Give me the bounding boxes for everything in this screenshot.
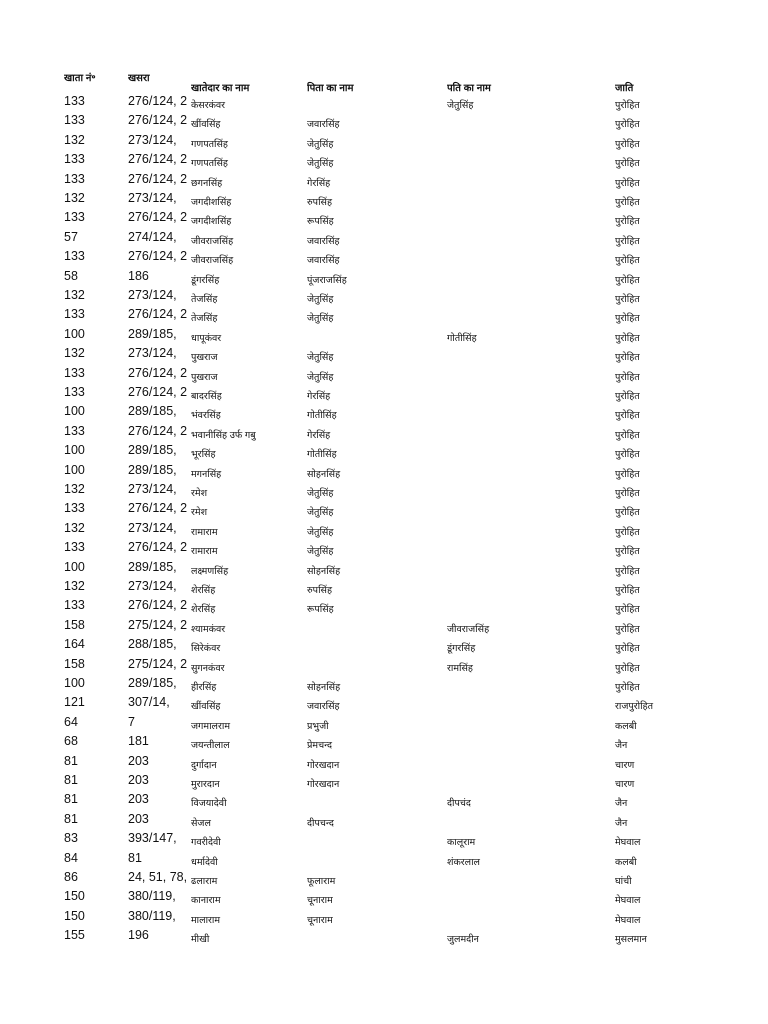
cell-khasra[interactable]: 276/124, 2: [128, 365, 188, 380]
cell-father-name[interactable]: प्रेमचन्द: [307, 740, 333, 752]
table-row: [0, 790, 768, 810]
cell-father-name[interactable]: रुपसिंह: [307, 585, 333, 596]
cell-caste[interactable]: पुरोहित: [615, 488, 640, 499]
cell-khata-no[interactable]: 100: [64, 404, 85, 419]
cell-husband-name[interactable]: जेतुसिंह: [447, 100, 474, 111]
cell-khata-no[interactable]: 133: [64, 501, 85, 516]
cell-caste[interactable]: पुरोहित: [615, 274, 640, 286]
cell-khatedar-name[interactable]: जगदीशसिंह: [191, 216, 232, 228]
cell-father-name[interactable]: चूनाराम: [307, 895, 333, 907]
cell-husband-name[interactable]: जुलमदीन: [447, 934, 479, 946]
cell-khatedar-name[interactable]: पुखराज: [191, 352, 218, 364]
cell-caste[interactable]: पुरोहित: [615, 643, 640, 655]
cell-khasra[interactable]: 181: [128, 734, 149, 749]
table-row: [0, 228, 768, 248]
cell-caste[interactable]: पुरोहित: [615, 449, 640, 461]
cell-khasra[interactable]: 7: [128, 714, 135, 729]
table-row: [0, 441, 768, 461]
cell-father-name[interactable]: गेरसिंह: [307, 391, 331, 402]
cell-father-name[interactable]: जवारसिंह: [307, 235, 340, 247]
cell-caste[interactable]: राजपुरोहित: [615, 701, 654, 713]
cell-father-name[interactable]: पूंजराजसिंह: [307, 274, 347, 286]
cell-khatedar-name[interactable]: जीवराजसिंह: [191, 235, 234, 247]
cell-khatedar-name[interactable]: शेरसिंह: [191, 585, 216, 596]
table-row: [0, 713, 768, 733]
cell-khata-no[interactable]: 133: [64, 423, 85, 438]
cell-khatedar-name[interactable]: धर्मादेवी: [191, 856, 218, 868]
cell-father-name[interactable]: रुपसिंह: [307, 197, 333, 208]
cell-khasra[interactable]: 276/124, 2: [128, 501, 188, 516]
table-row: [0, 480, 768, 500]
cell-khatedar-name[interactable]: केसरकंवर: [191, 100, 226, 111]
cell-khata-no[interactable]: 64: [64, 714, 78, 729]
cell-khasra[interactable]: 289/185,: [128, 559, 177, 574]
cell-father-name[interactable]: जेतुसिंह: [307, 294, 334, 305]
cell-khata-no[interactable]: 133: [64, 307, 85, 322]
cell-khasra[interactable]: 289/185,: [128, 404, 177, 419]
cell-khasra[interactable]: 276/124, 2: [128, 152, 188, 167]
header-husband-name[interactable]: पति का नाम: [447, 83, 491, 94]
table-row: [0, 868, 768, 888]
cell-khasra[interactable]: 289/185,: [128, 676, 177, 690]
cell-khatedar-name[interactable]: मीखी: [191, 934, 210, 946]
cell-khata-no[interactable]: 132: [64, 132, 85, 147]
cell-khasra[interactable]: 196: [128, 928, 149, 943]
cell-khasra[interactable]: 289/185,: [128, 462, 177, 477]
table-row: [0, 286, 768, 306]
table-row: [0, 849, 768, 869]
cell-caste[interactable]: पुरोहित: [615, 177, 640, 189]
cell-khasra[interactable]: 273/124,: [128, 191, 177, 205]
cell-khatedar-name[interactable]: छगनसिंह: [191, 177, 223, 189]
cell-husband-name[interactable]: कालूराम: [447, 837, 476, 849]
cell-caste[interactable]: पुरोहित: [615, 313, 640, 325]
cell-khata-no[interactable]: 100: [64, 443, 85, 458]
cell-khasra[interactable]: 275/124, 2: [128, 656, 188, 671]
cell-caste[interactable]: घांची: [615, 876, 632, 887]
table-row: [0, 926, 768, 946]
table-row: [0, 131, 768, 151]
cell-khata-no[interactable]: 133: [64, 113, 85, 128]
cell-caste[interactable]: पुरोहित: [615, 604, 640, 616]
cell-khata-no[interactable]: 164: [64, 637, 85, 652]
cell-caste[interactable]: पुरोहित: [615, 526, 640, 538]
cell-caste[interactable]: पुरोहित: [615, 410, 640, 422]
cell-khasra[interactable]: 276/124, 2: [128, 249, 188, 264]
cell-khatedar-name[interactable]: विजयादेवी: [191, 798, 227, 810]
table-row: [0, 208, 768, 228]
header-khata-no[interactable]: खाता नं॰: [64, 73, 96, 84]
cell-khata-no[interactable]: 81: [64, 811, 78, 826]
cell-khasra[interactable]: 274/124,: [128, 229, 177, 244]
cell-father-name[interactable]: जेतुसिंह: [307, 507, 334, 519]
table-row: [0, 499, 768, 519]
cell-khasra[interactable]: 273/124,: [128, 132, 177, 147]
cell-khata-no[interactable]: 133: [64, 152, 85, 167]
table-row: [0, 616, 768, 636]
cell-khasra[interactable]: 81: [128, 850, 142, 865]
cell-father-name[interactable]: गोरखदान: [307, 779, 340, 790]
cell-khasra[interactable]: 276/124, 2: [128, 94, 188, 108]
cell-khasra[interactable]: 24, 51, 78,: [128, 870, 188, 884]
table-row: [0, 461, 768, 481]
cell-caste[interactable]: पुरोहित: [615, 216, 640, 228]
cell-khatedar-name[interactable]: भवानीसिंह उर्फ गबु: [191, 429, 256, 441]
cell-khatedar-name[interactable]: रमेश: [191, 507, 208, 519]
cell-khata-no[interactable]: 132: [64, 520, 85, 535]
table-row: [0, 752, 768, 772]
cell-khasra[interactable]: 276/124, 2: [128, 171, 188, 186]
cell-khatedar-name[interactable]: गणपतसिंह: [191, 138, 228, 150]
cell-khatedar-name[interactable]: तेजसिंह: [191, 294, 218, 305]
cell-khatedar-name[interactable]: सुगनकंवर: [191, 662, 225, 674]
cell-caste[interactable]: मेघवाल: [615, 837, 641, 849]
table-row: [0, 305, 768, 325]
cell-khatedar-name[interactable]: मुरारदान: [191, 779, 220, 790]
cell-khasra[interactable]: 276/124, 2: [128, 423, 188, 438]
table-row: [0, 364, 768, 384]
table-row: [0, 887, 768, 907]
cell-caste[interactable]: मेघवाल: [615, 895, 641, 907]
cell-caste[interactable]: पुरोहित: [615, 332, 640, 344]
table-row: [0, 810, 768, 830]
cell-khata-no[interactable]: 81: [64, 792, 78, 807]
cell-khasra[interactable]: 289/185,: [128, 326, 177, 341]
cell-caste[interactable]: पुरोहित: [615, 507, 640, 519]
table-row: [0, 92, 768, 112]
cell-khata-no[interactable]: 158: [64, 656, 85, 671]
cell-khata-no[interactable]: 84: [64, 850, 78, 865]
cell-khasra[interactable]: 273/124,: [128, 520, 177, 535]
cell-khasra[interactable]: 289/185,: [128, 443, 177, 458]
cell-father-name[interactable]: जेतुसिंह: [307, 546, 334, 558]
cell-caste[interactable]: पुरोहित: [615, 138, 640, 150]
cell-khasra[interactable]: 276/124, 2: [128, 113, 188, 128]
cell-khasra[interactable]: 276/124, 2: [128, 598, 188, 613]
table-row: [0, 635, 768, 655]
cell-father-name[interactable]: गोरखदान: [307, 759, 340, 771]
table-row: [0, 344, 768, 364]
cell-khasra[interactable]: 273/124,: [128, 288, 177, 302]
cell-khata-no[interactable]: 100: [64, 559, 85, 574]
cell-father-name[interactable]: जेतुसिंह: [307, 158, 334, 170]
table-row: [0, 422, 768, 442]
table-row: [0, 674, 768, 694]
cell-khatedar-name[interactable]: मगनसिंह: [191, 468, 222, 480]
cell-caste[interactable]: पुरोहित: [615, 565, 640, 577]
cell-father-name[interactable]: सोहनसिंह: [307, 565, 341, 577]
cell-khatedar-name[interactable]: श्यामकंवर: [191, 623, 226, 635]
cell-father-name[interactable]: गोतीसिंह: [307, 449, 337, 461]
cell-khata-no[interactable]: 58: [64, 268, 78, 283]
cell-khatedar-name[interactable]: तेजसिंह: [191, 313, 218, 325]
cell-husband-name[interactable]: दीपचंद: [447, 798, 471, 810]
cell-khata-no[interactable]: 81: [64, 773, 78, 787]
table-row: [0, 655, 768, 675]
cell-caste[interactable]: पुरोहित: [615, 682, 640, 693]
cell-khasra[interactable]: 276/124, 2: [128, 540, 188, 555]
cell-husband-name[interactable]: शंकरलाल: [447, 856, 480, 868]
cell-caste[interactable]: पुरोहित: [615, 585, 640, 596]
cell-khasra[interactable]: 276/124, 2: [128, 307, 188, 322]
cell-father-name[interactable]: जेतुसिंह: [307, 313, 334, 325]
cell-khasra[interactable]: 276/124, 2: [128, 210, 188, 225]
cell-khatedar-name[interactable]: खींवसिंह: [191, 119, 221, 131]
cell-father-name[interactable]: जेतुसिंह: [307, 488, 334, 499]
cell-khatedar-name[interactable]: खींवसिंह: [191, 701, 221, 713]
cell-father-name[interactable]: जवारसिंह: [307, 119, 340, 131]
cell-khata-no[interactable]: 81: [64, 753, 78, 768]
cell-caste[interactable]: पुरोहित: [615, 468, 640, 480]
cell-khatedar-name[interactable]: भंवरसिंह: [191, 410, 221, 422]
cell-caste[interactable]: पुरोहित: [615, 546, 640, 558]
cell-khatedar-name[interactable]: धापूकंवर: [191, 332, 222, 344]
cell-khasra[interactable]: 380/119,: [128, 908, 176, 923]
cell-father-name[interactable]: रूपसिंह: [307, 216, 334, 228]
cell-father-name[interactable]: रूपसिंह: [307, 604, 334, 616]
cell-khasra[interactable]: 393/147,: [128, 831, 177, 846]
table-row: [0, 519, 768, 539]
cell-father-name[interactable]: गेरसिंह: [307, 429, 331, 441]
cell-khata-no[interactable]: 68: [64, 734, 78, 749]
cell-khata-no[interactable]: 100: [64, 462, 85, 477]
cell-father-name[interactable]: सोहनसिंह: [307, 468, 341, 480]
cell-father-name[interactable]: चूनाराम: [307, 914, 333, 926]
cell-khata-no[interactable]: 100: [64, 676, 85, 690]
cell-khatedar-name[interactable]: शेरसिंह: [191, 604, 216, 616]
cell-caste[interactable]: मेघवाल: [615, 914, 641, 926]
cell-khata-no[interactable]: 133: [64, 94, 85, 108]
cell-father-name[interactable]: जेतुसिंह: [307, 371, 334, 383]
cell-father-name[interactable]: फूलाराम: [307, 876, 336, 887]
cell-khatedar-name[interactable]: जगदीशसिंह: [191, 197, 232, 208]
cell-khata-no[interactable]: 100: [64, 326, 85, 341]
cell-khasra[interactable]: 203: [128, 792, 149, 807]
cell-caste[interactable]: पुरोहित: [615, 391, 640, 402]
cell-khasra[interactable]: 203: [128, 753, 149, 768]
cell-caste[interactable]: पुरोहित: [615, 197, 640, 208]
cell-caste[interactable]: चारण: [615, 779, 635, 790]
cell-khatedar-name[interactable]: रामाराम: [191, 546, 218, 558]
cell-caste[interactable]: कलबी: [615, 720, 637, 732]
cell-caste[interactable]: पुरोहित: [615, 371, 640, 383]
cell-khata-no[interactable]: 133: [64, 540, 85, 555]
cell-khatedar-name[interactable]: सेजल: [191, 817, 211, 829]
cell-khata-no[interactable]: 155: [64, 928, 85, 943]
cell-khatedar-name[interactable]: रमेश: [191, 488, 208, 499]
cell-khata-no[interactable]: 150: [64, 908, 85, 923]
cell-khata-no[interactable]: 86: [64, 870, 78, 884]
header-khasra[interactable]: खसरा: [128, 73, 150, 84]
cell-caste[interactable]: चारण: [615, 759, 635, 771]
cell-caste[interactable]: पुरोहित: [615, 100, 640, 111]
cell-khasra[interactable]: 276/124, 2: [128, 385, 188, 399]
cell-khatedar-name[interactable]: सिरेकंवर: [191, 643, 221, 655]
cell-caste[interactable]: कलबी: [615, 856, 637, 868]
cell-father-name[interactable]: जवारसिंह: [307, 255, 340, 267]
cell-khasra[interactable]: 273/124,: [128, 346, 177, 361]
cell-khatedar-name[interactable]: जगमालराम: [191, 720, 231, 732]
cell-khatedar-name[interactable]: कानाराम: [191, 895, 221, 907]
cell-khata-no[interactable]: 133: [64, 365, 85, 380]
cell-khata-no[interactable]: 132: [64, 191, 85, 205]
table-row: [0, 538, 768, 558]
header-khatedar-name[interactable]: खातेदार का नाम: [191, 83, 250, 94]
table-row: [0, 189, 768, 209]
cell-khasra[interactable]: 275/124, 2: [128, 617, 188, 632]
table-row: [0, 247, 768, 267]
cell-khasra[interactable]: 203: [128, 811, 149, 826]
cell-khatedar-name[interactable]: जीवराजसिंह: [191, 255, 234, 267]
table-row: [0, 558, 768, 578]
cell-husband-name[interactable]: रामसिंह: [447, 662, 473, 674]
cell-khatedar-name[interactable]: हीरसिंह: [191, 682, 217, 693]
cell-khasra[interactable]: 186: [128, 268, 149, 283]
cell-khata-no[interactable]: 133: [64, 171, 85, 186]
cell-caste[interactable]: जैन: [615, 740, 628, 752]
cell-father-name[interactable]: प्रभुजी: [307, 720, 329, 732]
cell-husband-name[interactable]: गोतीसिंह: [447, 332, 477, 344]
cell-khasra[interactable]: 288/185,: [128, 637, 177, 652]
cell-caste[interactable]: पुरोहित: [615, 429, 640, 441]
cell-khatedar-name[interactable]: मालाराम: [191, 914, 221, 926]
cell-khasra[interactable]: 380/119,: [128, 889, 176, 904]
table-row: [0, 732, 768, 752]
cell-caste[interactable]: जैन: [615, 817, 628, 829]
cell-khata-no[interactable]: 133: [64, 210, 85, 225]
cell-khatedar-name[interactable]: बादरसिंह: [191, 391, 222, 402]
table-row: [0, 325, 768, 345]
cell-caste[interactable]: जैन: [615, 798, 628, 810]
table-row: [0, 170, 768, 190]
cell-khatedar-name[interactable]: ढलाराम: [191, 876, 218, 887]
cell-caste[interactable]: पुरोहित: [615, 255, 640, 267]
cell-caste[interactable]: पुरोहित: [615, 235, 640, 247]
cell-husband-name[interactable]: डूंगरसिंह: [447, 643, 476, 655]
table-row: [0, 771, 768, 791]
cell-father-name[interactable]: गेरसिंह: [307, 177, 331, 189]
table-row: [0, 596, 768, 616]
cell-khatedar-name[interactable]: पुखराज: [191, 371, 218, 383]
header-father-name[interactable]: पिता का नाम: [307, 83, 354, 94]
cell-khatedar-name[interactable]: दुर्गादान: [191, 759, 217, 771]
table-row: [0, 693, 768, 713]
cell-father-name[interactable]: गोतीसिंह: [307, 410, 337, 422]
cell-father-name[interactable]: जेतुसिंह: [307, 352, 334, 364]
cell-khata-no[interactable]: 133: [64, 598, 85, 613]
cell-father-name[interactable]: जेतुसिंह: [307, 138, 334, 150]
cell-khata-no[interactable]: 150: [64, 889, 85, 904]
cell-khatedar-name[interactable]: रामाराम: [191, 526, 218, 538]
cell-father-name[interactable]: जवारसिंह: [307, 701, 340, 713]
cell-caste[interactable]: पुरोहित: [615, 623, 640, 635]
cell-khata-no[interactable]: 57: [64, 229, 78, 244]
cell-khata-no[interactable]: 83: [64, 831, 78, 846]
cell-khata-no[interactable]: 132: [64, 346, 85, 361]
cell-khatedar-name[interactable]: गणपतसिंह: [191, 158, 228, 170]
cell-khata-no[interactable]: 133: [64, 385, 85, 399]
header-row: [0, 70, 768, 94]
table-row: [0, 907, 768, 927]
table-row: [0, 150, 768, 170]
cell-khata-no[interactable]: 132: [64, 482, 85, 496]
cell-caste[interactable]: पुरोहित: [615, 662, 640, 674]
cell-father-name[interactable]: दीपचन्द: [307, 817, 334, 829]
cell-caste[interactable]: पुरोहित: [615, 294, 640, 305]
table-row: [0, 111, 768, 131]
cell-father-name[interactable]: जेतुसिंह: [307, 526, 334, 538]
table-row: [0, 383, 768, 403]
cell-khasra[interactable]: 273/124,: [128, 579, 177, 593]
table-row: [0, 267, 768, 287]
cell-khata-no[interactable]: 133: [64, 249, 85, 264]
cell-husband-name[interactable]: जीवराजसिंह: [447, 623, 490, 635]
cell-khata-no[interactable]: 158: [64, 617, 85, 632]
cell-khatedar-name[interactable]: भूरसिंह: [191, 449, 216, 461]
cell-khatedar-name[interactable]: गवरीदेवी: [191, 837, 221, 849]
cell-khasra[interactable]: 203: [128, 773, 149, 787]
header-caste[interactable]: जाति: [615, 83, 634, 94]
table-row: [0, 577, 768, 597]
cell-khasra[interactable]: 273/124,: [128, 482, 177, 496]
cell-khata-no[interactable]: 132: [64, 579, 85, 593]
cell-khatedar-name[interactable]: जयन्तीलाल: [191, 740, 230, 752]
cell-khata-no[interactable]: 132: [64, 288, 85, 302]
cell-caste[interactable]: पुरोहित: [615, 158, 640, 170]
cell-caste[interactable]: पुरोहित: [615, 352, 640, 364]
cell-caste[interactable]: मुसलमान: [615, 934, 647, 946]
cell-khatedar-name[interactable]: लक्ष्मणसिंह: [191, 565, 229, 577]
cell-khasra[interactable]: 307/14,: [128, 695, 170, 710]
table-row: [0, 402, 768, 422]
cell-caste[interactable]: पुरोहित: [615, 119, 640, 131]
table-row: [0, 829, 768, 849]
cell-khatedar-name[interactable]: डूंगरसिंह: [191, 274, 220, 286]
cell-khata-no[interactable]: 121: [64, 695, 85, 710]
cell-father-name[interactable]: सोहनसिंह: [307, 682, 341, 693]
